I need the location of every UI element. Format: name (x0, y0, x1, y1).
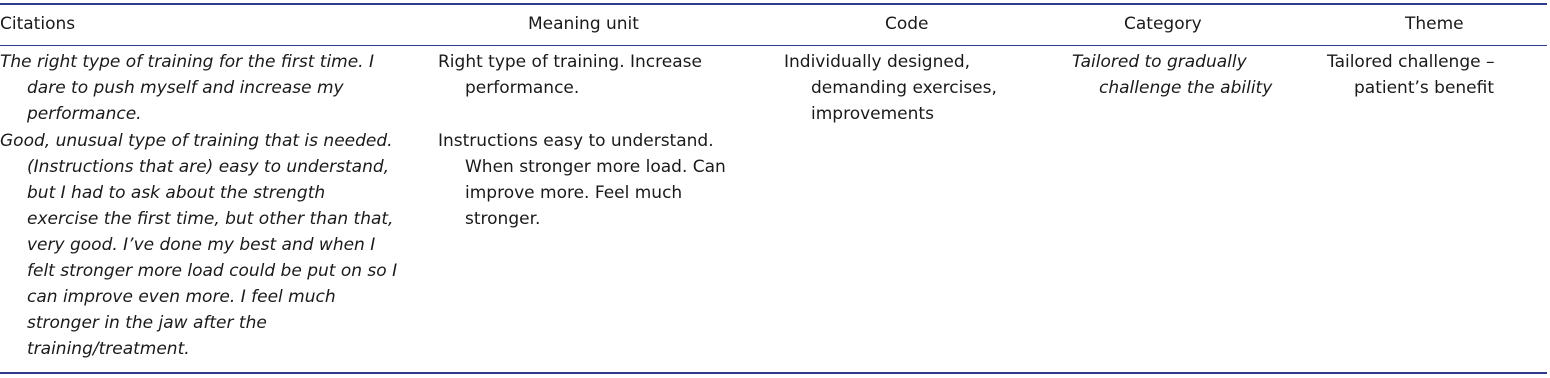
header-meaning-unit: Meaning unit (528, 14, 639, 34)
header-category: Category (1124, 14, 1202, 34)
citation-text: Good, unusual type of training that is needed. (Instructions that are) easy to understand, but I had to ask about the strength exercise the first time, but other than that, very good. I’ve done my best and when I felt stronger more load could be put on so I can improve even more. I feel much stronger in the jaw after the training/treatment. (0, 131, 398, 359)
table-row-1-theme (1327, 49, 1527, 101)
table-row-2-citation (0, 128, 400, 362)
meaning-unit-text: Right type of training. Increase performance. (438, 52, 702, 98)
table-row-1-category (1072, 49, 1302, 101)
meaning-unit-text: Instructions easy to understand. When stronger more load. Can improve more. Feel much stronger. (438, 131, 726, 229)
table-row-1-citation (0, 49, 380, 127)
qualitative-analysis-table (0, 3, 1547, 374)
table-row-2-meaning-unit (438, 128, 756, 232)
header-code: Code (885, 14, 929, 34)
header-citations: Citations (0, 14, 76, 34)
citation-text: The right type of training for the first time. I dare to push myself and increase my performance. (0, 52, 375, 124)
table-top-rule (0, 3, 1547, 5)
category-text: Tailored to gradually challenge the ability (1072, 52, 1273, 98)
header-separator-rule (0, 45, 1547, 46)
code-text: Individually designed, demanding exercises, improvements (784, 52, 997, 124)
table-bottom-rule (0, 372, 1547, 374)
table-row-1-code (784, 49, 1040, 127)
header-theme: Theme (1405, 14, 1464, 34)
table-row-1-meaning-unit (438, 49, 748, 101)
theme-text: Tailored challenge –patient’s benefit (1327, 52, 1495, 98)
